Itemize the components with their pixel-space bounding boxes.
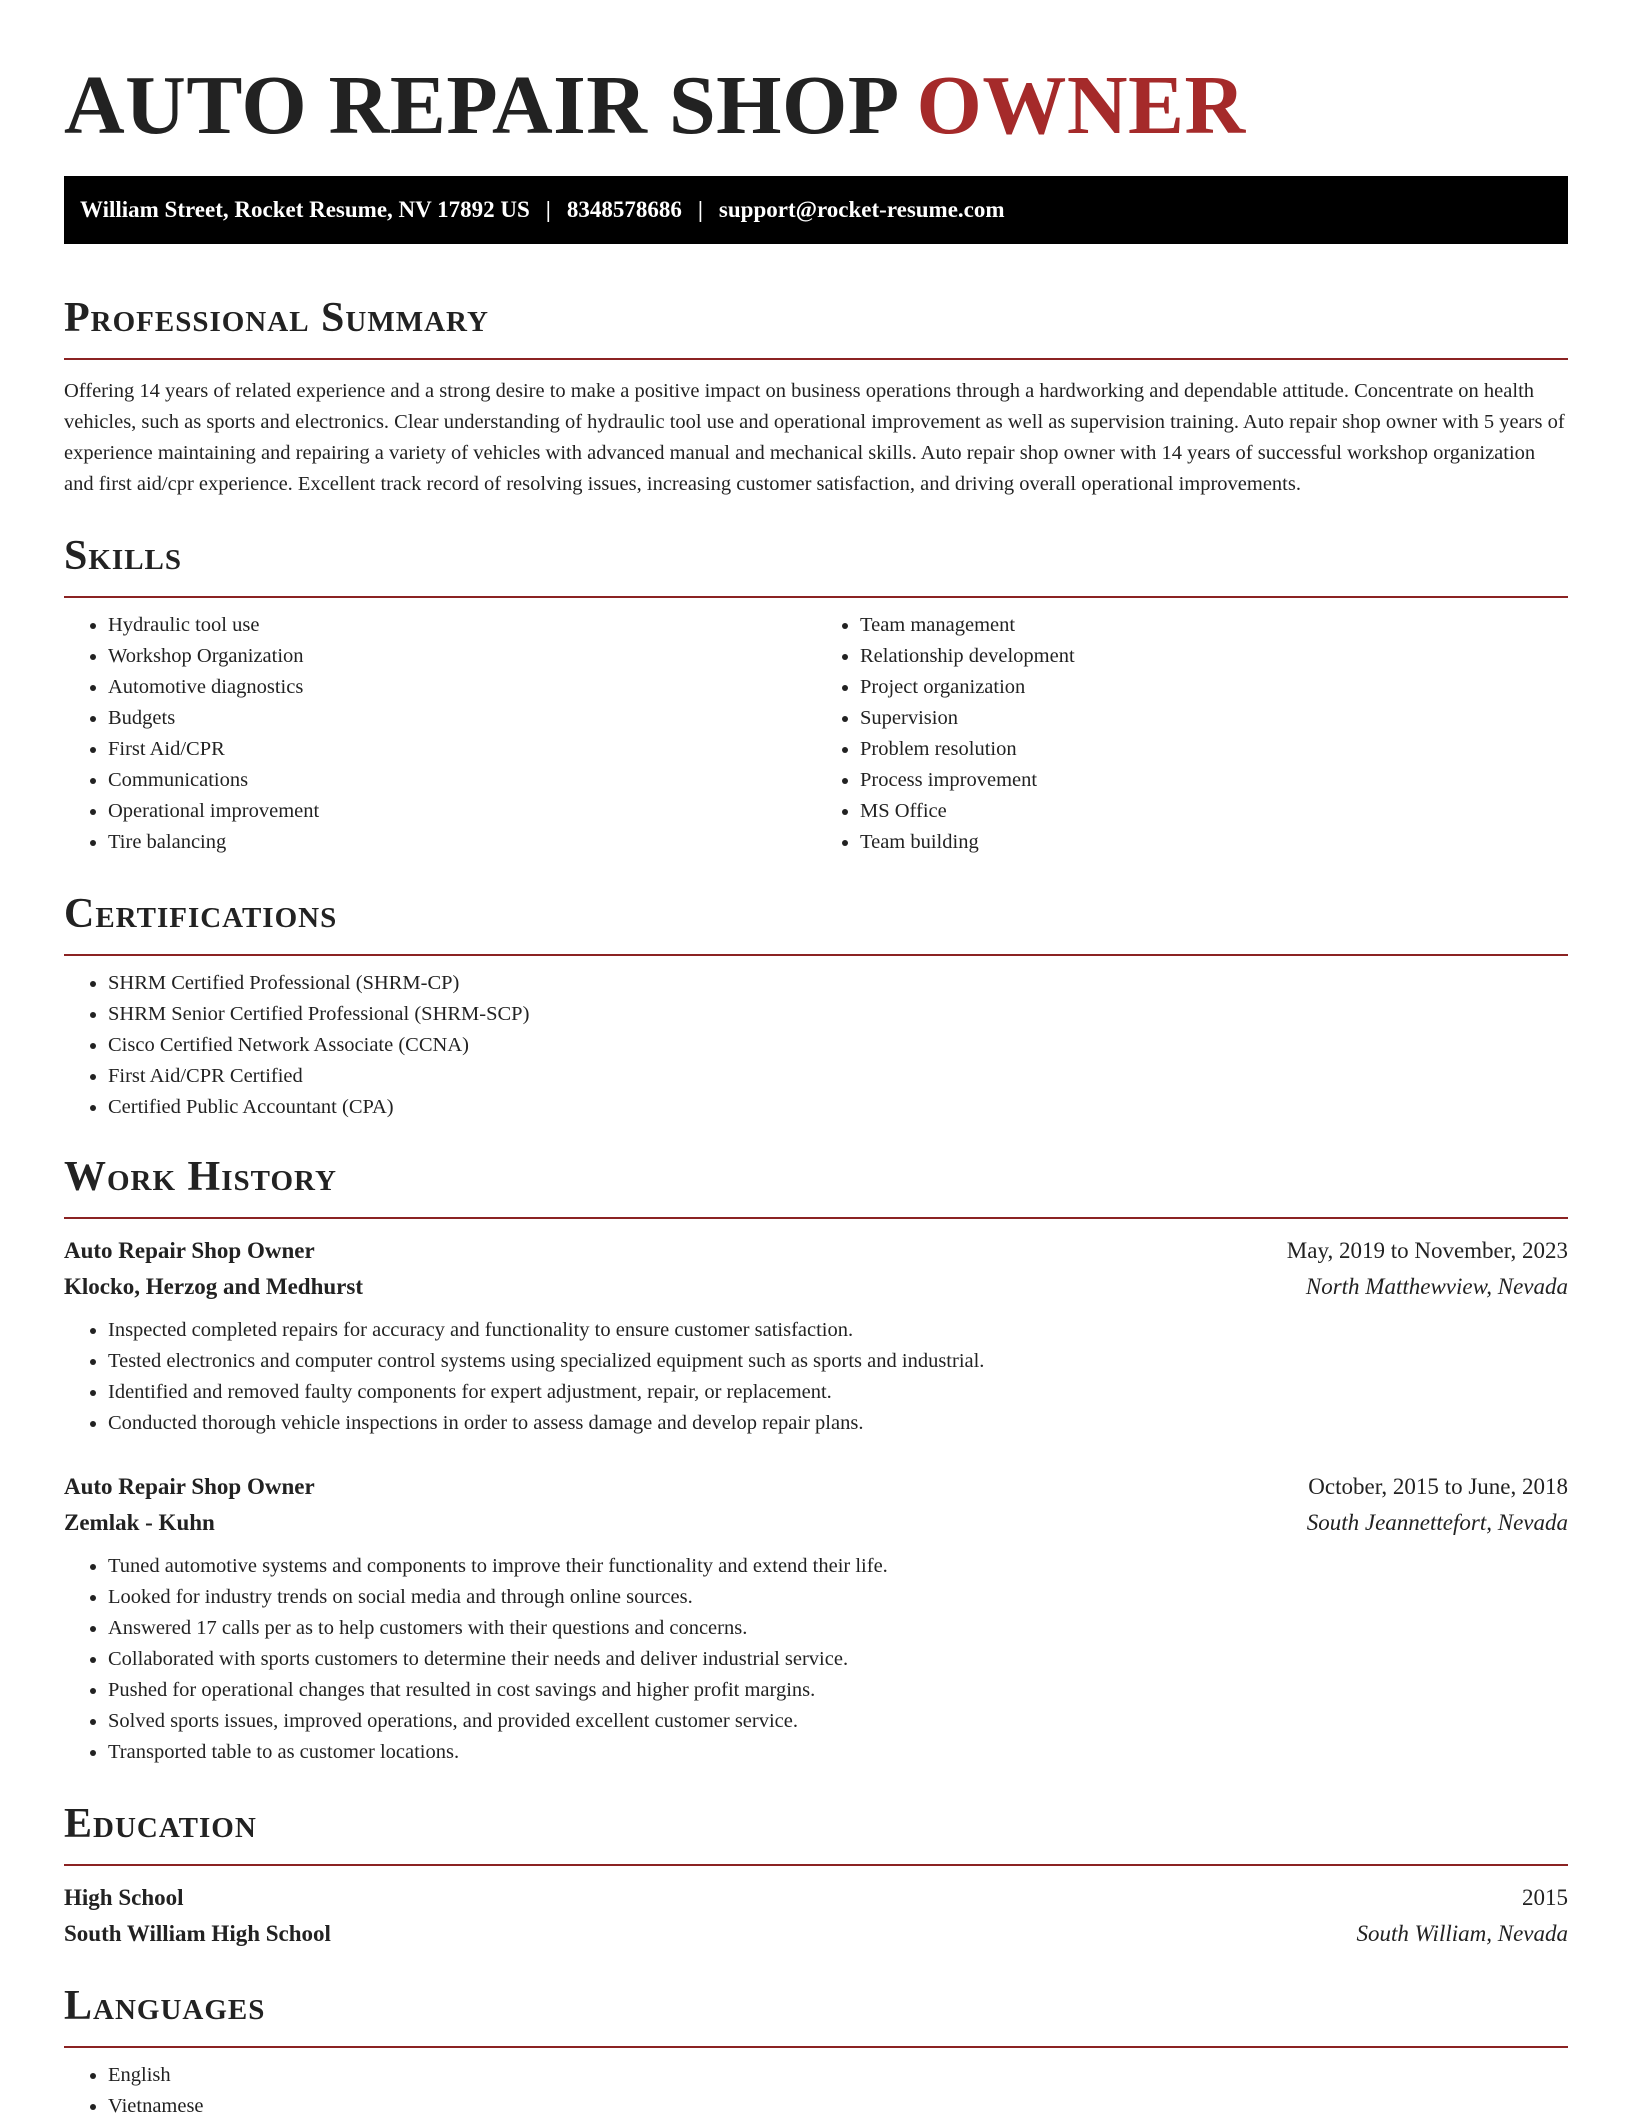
list-item: • Vietnamese [108, 2091, 1568, 2122]
languages-section [64, 1978, 1568, 2122]
contact-bar [64, 176, 1568, 244]
list-item: • Tested electronics and computer control systems using specialized equipment such as sports and industrial. [108, 1346, 1568, 1377]
list-item: • Answered 17 calls per as to help customers with their questions and concerns. [108, 1613, 1568, 1644]
job-entry [64, 1469, 1568, 1768]
work-history-section [64, 1149, 1568, 1768]
list-item: • Operational improvement [108, 796, 816, 827]
education-entry [64, 1880, 1568, 1952]
list-item: • Process improvement [860, 765, 1568, 796]
contact-phone: 8348578686 [566, 197, 682, 222]
job-title: Auto Repair Shop Owner [64, 1474, 315, 1499]
education-header-row [64, 1880, 1568, 1916]
education-section [64, 1796, 1568, 1952]
section-heading-education: Education [64, 1801, 257, 1847]
section-divider [64, 954, 1568, 956]
list-item: • Conducted thorough vehicle inspections in order to assess damage and develop repair plans. [108, 1408, 1568, 1439]
list-item: • English [108, 2060, 1568, 2091]
education-school-row [64, 1916, 1568, 1952]
list-item: • Automotive diagnostics [108, 672, 816, 703]
section-heading-languages: Languages [64, 1983, 266, 2029]
job-company-row [64, 1505, 1568, 1541]
list-item: • Cisco Certified Network Associate (CCNA) [108, 1030, 1568, 1061]
list-item: • Relationship development [860, 641, 1568, 672]
list-item: • Looked for industry trends on social media and through online sources. [108, 1582, 1568, 1613]
job-location: North Matthewview, Nevada [1305, 1274, 1568, 1299]
job-company: Klocko, Herzog and Medhurst [64, 1274, 363, 1299]
contact-separator: | [697, 197, 703, 222]
section-divider [64, 1864, 1568, 1866]
education-school: South William High School [64, 1921, 331, 1946]
list-item: • Pushed for operational changes that resulted in cost savings and higher profit margins. [108, 1675, 1568, 1706]
list-item: • Team building [860, 827, 1568, 858]
list-item: • Tuned automotive systems and components to improve their functionality and extend their life. [108, 1551, 1568, 1582]
job-entry [64, 1233, 1568, 1439]
section-heading-certifications: Certifications [64, 891, 338, 937]
list-item: • Identified and removed faulty components for expert adjustment, repair, or replacement. [108, 1377, 1568, 1408]
list-item: • Inspected completed repairs for accuracy and functionality to ensure customer satisfaction. [108, 1315, 1568, 1346]
list-item: • Certified Public Accountant (CPA) [108, 1092, 1568, 1123]
list-item: • Transported table to as customer locations. [108, 1737, 1568, 1768]
list-item: • Collaborated with sports customers to determine their needs and deliver industrial service. [108, 1644, 1568, 1675]
education-degree: High School [64, 1885, 184, 1910]
job-duties-list [64, 1551, 1568, 1768]
skills-list-left [64, 610, 816, 858]
contact-email: support@rocket-resume.com [718, 197, 1005, 222]
section-divider [64, 1217, 1568, 1219]
section-heading-summary: Professional Summary [64, 295, 489, 341]
certifications-list [64, 968, 1568, 1123]
contact-separator: | [545, 197, 551, 222]
job-header-row [64, 1469, 1568, 1505]
section-heading-skills: Skills [64, 533, 183, 579]
list-item: • Supervision [860, 703, 1568, 734]
job-location: South Jeannettefort, Nevada [1306, 1510, 1568, 1535]
list-item: • First Aid/CPR [108, 734, 816, 765]
skills-section [64, 528, 1568, 858]
section-divider [64, 358, 1568, 360]
list-item: • Tire balancing [108, 827, 816, 858]
list-item: • Problem resolution [860, 734, 1568, 765]
list-item: • MS Office [860, 796, 1568, 827]
job-header-row [64, 1233, 1568, 1269]
languages-list [64, 2060, 1568, 2122]
job-company: Zemlak - Kuhn [64, 1510, 215, 1535]
list-item: • Budgets [108, 703, 816, 734]
job-title: Auto Repair Shop Owner [64, 1238, 315, 1263]
skills-columns [64, 598, 1568, 858]
list-item: • SHRM Certified Professional (SHRM-CP) [108, 968, 1568, 999]
title-main: AUTO REPAIR SHOP [64, 59, 896, 152]
job-dates: October, 2015 to June, 2018 [1308, 1474, 1568, 1499]
list-item: • Workshop Organization [108, 641, 816, 672]
summary-text: Offering 14 years of related experience and a strong desire to make a positive impact on business operations through a hardworking and dependable attitude. Concentrate on health vehicles, such as sports and electronics. Clear understanding of hydraulic tool use and operational improvement as well as supervision training. Auto repair shop owner with 5 years of experience maintaining and repairing a variety of vehicles with advanced manual and mechanical skills. Auto repair shop owner with 14 years of successful workshop organization and first aid/cpr experience. Excellent track record of resolving issues, increasing customer satisfaction, and driving overall operational improvements. [64, 380, 1565, 495]
summary-section [64, 290, 1568, 500]
section-heading-work-history: Work History [64, 1154, 337, 1200]
skills-list-right [816, 610, 1568, 858]
list-item: • Communications [108, 765, 816, 796]
contact-address: William Street, Rocket Resume, NV 17892 US [80, 197, 530, 222]
list-item: • SHRM Senior Certified Professional (SHRM-SCP) [108, 999, 1568, 1030]
job-company-row [64, 1269, 1568, 1305]
resume-title [64, 0, 1568, 156]
list-item: • Solved sports issues, improved operations, and provided excellent customer service. [108, 1706, 1568, 1737]
list-item: • Hydraulic tool use [108, 610, 816, 641]
education-year: 2015 [1522, 1885, 1568, 1910]
list-item: • Team management [860, 610, 1568, 641]
list-item: • Project organization [860, 672, 1568, 703]
list-item: • First Aid/CPR Certified [108, 1061, 1568, 1092]
education-location: South William, Nevada [1356, 1921, 1568, 1946]
certifications-section [64, 886, 1568, 1123]
title-accent: OWNER [916, 59, 1246, 152]
job-dates: May, 2019 to November, 2023 [1286, 1238, 1568, 1263]
job-duties-list [64, 1315, 1568, 1439]
section-divider [64, 2046, 1568, 2048]
